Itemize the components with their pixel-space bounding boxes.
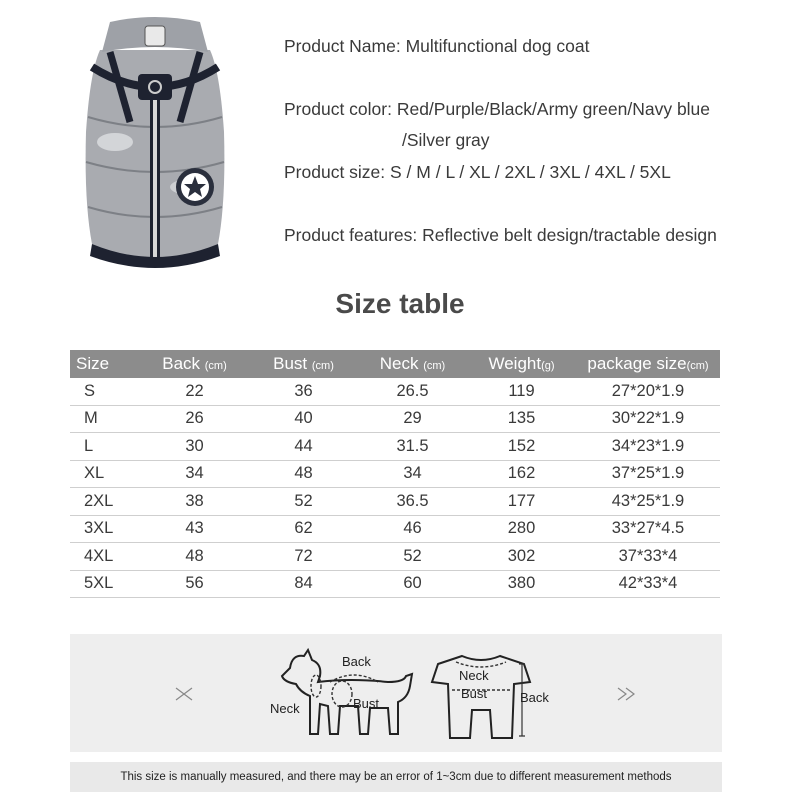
header-back-unit: (cm) (204, 360, 227, 372)
cell-weight: 302 (467, 543, 576, 571)
size-table-header-row (70, 350, 720, 378)
cell-bust: 40 (249, 405, 358, 433)
header-bust-unit: (cm) (311, 360, 334, 372)
cell-size: 3XL (70, 515, 140, 543)
cell-package-size: 43*25*1.9 (576, 488, 720, 516)
size-table (70, 350, 720, 598)
header-back (140, 350, 249, 378)
table-row (70, 378, 720, 405)
cell-weight: 177 (467, 488, 576, 516)
cell-bust: 52 (249, 488, 358, 516)
cell-weight: 135 (467, 405, 576, 433)
cell-weight: 380 (467, 570, 576, 598)
dog-bust-label: Bust (353, 696, 380, 711)
measurement-note: This size is manually measured, and there may be an error of 1~3cm due to different measurement methods (70, 762, 722, 792)
cell-back: 22 (140, 378, 249, 405)
header-package-size-label: package size (587, 354, 687, 373)
header-weight-label: Weight (488, 354, 542, 373)
header-size (70, 350, 140, 378)
cell-size: 5XL (70, 570, 140, 598)
cell-package-size: 37*25*1.9 (576, 460, 720, 488)
table-row (70, 570, 720, 598)
size-table-title: Size table (335, 288, 465, 319)
header-weight (467, 350, 576, 378)
cell-size: S (70, 378, 140, 405)
header-bust (249, 350, 358, 378)
coat-neck-label: Neck (459, 668, 489, 683)
cell-back: 30 (140, 433, 249, 461)
table-row (70, 433, 720, 461)
table-row (70, 488, 720, 516)
product-features-line: Product features: Reflective belt design/tractable design (284, 225, 717, 245)
product-size-line: Product size: S / M / L / XL / 2XL / 3XL / 4XL / 5XL (284, 162, 671, 182)
cell-bust: 36 (249, 378, 358, 405)
cell-back: 38 (140, 488, 249, 516)
coat-bust-label: Bust (461, 686, 488, 701)
cell-back: 43 (140, 515, 249, 543)
cell-package-size: 42*33*4 (576, 570, 720, 598)
table-row (70, 405, 720, 433)
table-row (70, 543, 720, 571)
dog-back-label: Back (342, 654, 371, 669)
table-row (70, 460, 720, 488)
cell-size: 2XL (70, 488, 140, 516)
cell-neck: 36.5 (358, 488, 467, 516)
header-back-label: Back (162, 354, 201, 373)
cell-size: M (70, 405, 140, 433)
cell-size: L (70, 433, 140, 461)
cell-size: XL (70, 460, 140, 488)
cell-size: 4XL (70, 543, 140, 571)
header-package-size (576, 350, 720, 378)
cell-back: 34 (140, 460, 249, 488)
cell-back: 26 (140, 405, 249, 433)
header-package-size-unit: (cm) (686, 360, 709, 372)
header-bust-label: Bust (273, 354, 308, 373)
cell-bust: 72 (249, 543, 358, 571)
cell-package-size: 30*22*1.9 (576, 405, 720, 433)
cell-bust: 44 (249, 433, 358, 461)
cell-neck: 31.5 (358, 433, 467, 461)
cell-neck: 60 (358, 570, 467, 598)
cell-bust: 48 (249, 460, 358, 488)
header-weight-unit: (g) (541, 360, 555, 372)
header-neck (358, 350, 467, 378)
measurement-diagram-panel (70, 634, 722, 752)
product-name-line: Product Name: Multifunctional dog coat (284, 36, 590, 56)
product-color-line: Product color: Red/Purple/Black/Army green/Navy blue (284, 99, 711, 119)
cell-weight: 119 (467, 378, 576, 405)
cell-package-size: 34*23*1.9 (576, 433, 720, 461)
cell-weight: 152 (467, 433, 576, 461)
cell-neck: 26.5 (358, 378, 467, 405)
cell-bust: 62 (249, 515, 358, 543)
cell-package-size: 27*20*1.9 (576, 378, 720, 405)
cell-neck: 29 (358, 405, 467, 433)
dog-neck-label: Neck (270, 701, 300, 716)
header-neck-unit: (cm) (423, 360, 446, 372)
cell-package-size: 37*33*4 (576, 543, 720, 571)
cell-weight: 162 (467, 460, 576, 488)
table-row (70, 515, 720, 543)
header-neck-label: Neck (379, 354, 419, 373)
cell-neck: 46 (358, 515, 467, 543)
cell-weight: 280 (467, 515, 576, 543)
cell-neck: 52 (358, 543, 467, 571)
cell-back: 56 (140, 570, 249, 598)
cell-back: 48 (140, 543, 249, 571)
cell-bust: 84 (249, 570, 358, 598)
cell-package-size: 33*27*4.5 (576, 515, 720, 543)
product-color-line-continued: /Silver gray (402, 130, 490, 150)
header-size-label: Size (76, 354, 110, 373)
collapse-arrows-icon (174, 684, 194, 704)
expand-arrows-icon (616, 684, 636, 704)
coat-back-label: Back (520, 690, 549, 705)
product-photo (70, 12, 240, 274)
cell-neck: 34 (358, 460, 467, 488)
